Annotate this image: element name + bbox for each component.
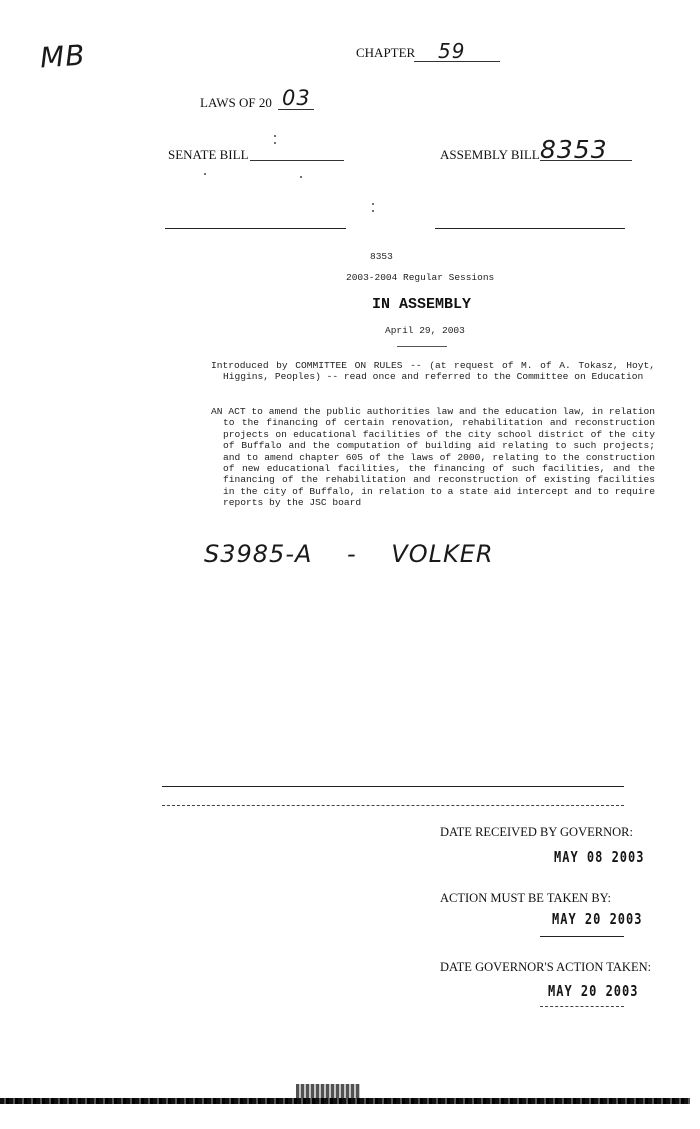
assembly-bill-line (540, 135, 632, 164)
action-taken-stamp: MAY 20 2003 (548, 982, 639, 1000)
action-must-be-taken-label: ACTION MUST BE TAKEN BY: (440, 891, 612, 905)
bill-date: April 29, 2003 (385, 325, 465, 336)
speck (274, 142, 276, 144)
scan-blot (296, 1084, 360, 1098)
date-divider (397, 346, 447, 347)
right-signature-line (435, 228, 625, 229)
speck (300, 176, 302, 178)
laws-of-label: LAWS OF 20 (200, 95, 272, 110)
scan-bottom-edge (0, 1098, 690, 1104)
introduced-by-text: Introduced by COMMITTEE ON RULES -- (at request of M. of A. Tokasz, Hoyt, Higgins, Peoples) -- read once and referred to the Committee on Education (211, 360, 655, 383)
assembly-bill-number: 8353 (540, 135, 608, 164)
footer-solid-line (162, 786, 624, 787)
laws-year: 03 (282, 86, 311, 110)
senate-bill-line (250, 149, 344, 161)
speck (204, 173, 206, 175)
senate-bill-label: SENATE BILL (168, 147, 249, 162)
chapter-label: CHAPTER (356, 45, 416, 60)
action-taken-line (540, 1006, 624, 1007)
speck (274, 135, 276, 137)
date-received-label: DATE RECEIVED BY GOVERNOR: (440, 825, 633, 839)
left-signature-line (165, 228, 346, 229)
date-received-stamp: MAY 08 2003 (554, 848, 645, 866)
assembly-bill-label: ASSEMBLY BILL (440, 147, 540, 162)
action-deadline-line (540, 936, 624, 937)
speck (372, 203, 374, 205)
handwritten-senate-bill-ref: S3985-A - VOLKER (204, 540, 494, 568)
house-title: IN ASSEMBLY (372, 296, 472, 313)
speck (372, 210, 374, 212)
act-description: AN ACT to amend the public authorities law and the education law, in relation to the financing of certain renovation, rehabilitation and reconstruction projects on educational facilities of the city school district of the city of Buffalo and the computation of building aid relating to such projects; and to amend chapter 605 of the laws of 2000, relating to the construction of new educational facilities, the financing of such facilities, and the financing of the rehabilitation and reconstruction of existing facilities in the city of Buffalo, in relation to a state aid intercept and to require reports by the JSC board (211, 406, 655, 509)
session: 2003-2004 Regular Sessions (346, 272, 495, 283)
action-deadline-stamp: MAY 20 2003 (552, 910, 643, 928)
footer-dashed-line (162, 805, 624, 806)
chapter-number-line (414, 39, 500, 63)
action-taken-label: DATE GOVERNOR'S ACTION TAKEN: (440, 960, 652, 974)
laws-year-line (278, 86, 314, 110)
chapter-number: 59 (438, 39, 466, 63)
handwritten-initials: MB (38, 38, 87, 75)
bill-number: 8353 (370, 251, 393, 262)
